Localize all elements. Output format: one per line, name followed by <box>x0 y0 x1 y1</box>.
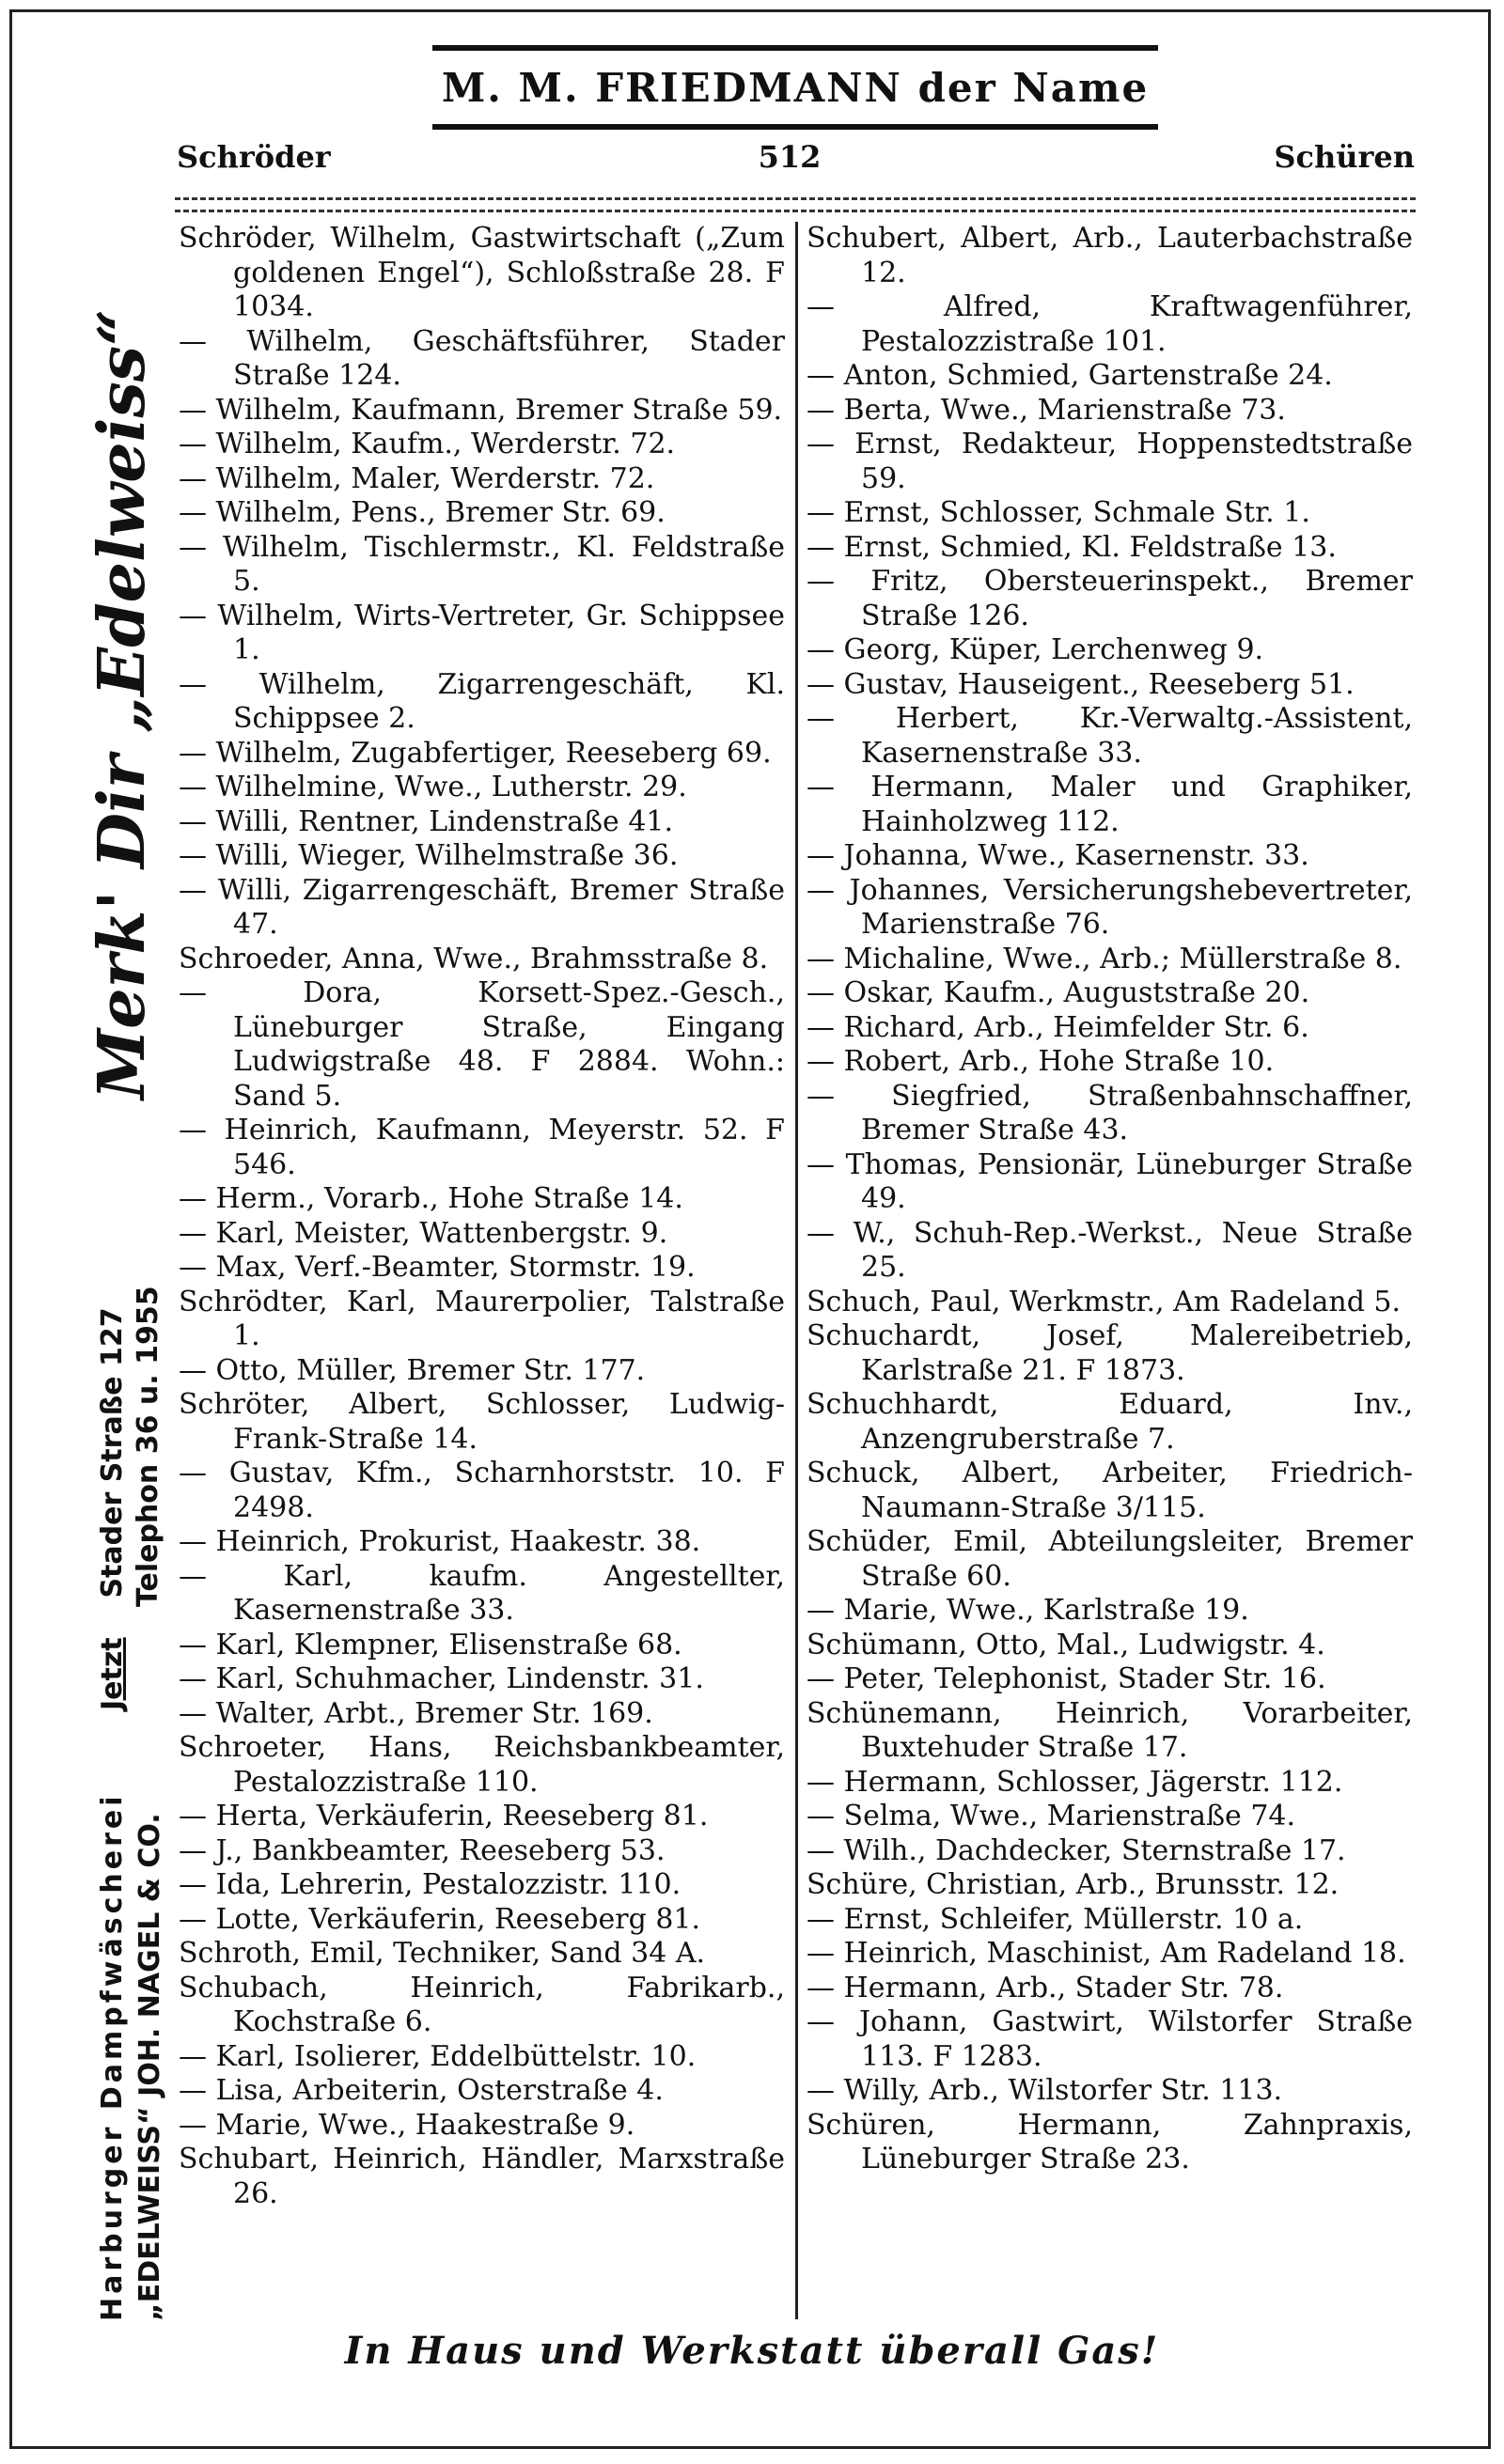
directory-entry: — Hermann, Arb., Stader Str. 78. <box>807 1971 1284 2004</box>
directory-entry: — Hermann, Maler und Graphiker, Hainholzweg 112. <box>807 771 1413 838</box>
directory-entry: Schüder, Emil, Abteilungsleiter, Bremer Straße 60. <box>807 1525 1413 1593</box>
directory-entry: Schrödter, Karl, Maurerpolier, Talstraße 1. <box>179 1285 785 1352</box>
directory-entry: — Lotte, Verkäuferin, Reeseberg 81. <box>179 1902 701 1936</box>
directory-entry: — Fritz, Obersteuerinspekt., Bremer Straße 126. <box>807 565 1413 632</box>
directory-entry: — Heinrich, Prokurist, Haakestr. 38. <box>179 1525 701 1558</box>
directory-entry: — Willi, Rentner, Lindenstraße 41. <box>179 804 674 838</box>
directory-entry: — Heinrich, Kaufmann, Meyerstr. 52. F 546. <box>179 1114 785 1181</box>
footer-slogan: In Haus und Werkstatt überall Gas! <box>344 2329 1160 2373</box>
sidebar-merk-slogan: Merk' Dir „Edelweiss“ <box>85 308 160 1099</box>
directory-entry: Schuck, Albert, Arbeiter, Friedrich-Naumann-Straße 3/115. <box>807 1457 1413 1524</box>
directory-entry: — Karl, Schuhmacher, Lindenstr. 31. <box>179 1662 704 1695</box>
advertising-banner <box>432 45 1158 130</box>
sidebar-company-name: Harburger Dampfwäscherei <box>96 1792 129 2321</box>
directory-entry: — Wilhelm, Kaufm., Werderstr. 72. <box>179 428 676 460</box>
left-column <box>179 222 785 2211</box>
sidebar-company-subtitle: „EDELWEISS“ JOH. NAGEL & CO. <box>133 1813 166 2321</box>
directory-entry: — Wilhelm, Zigarrengeschäft, Kl. Schippsee 2. <box>179 667 785 735</box>
directory-entry: — Karl, Meister, Wattenbergstr. 9. <box>179 1216 668 1250</box>
directory-entry: — Dora, Korsett-Spez.-Gesch., Lüneburger Straße, Eingang Ludwigstraße 48. F 2884. Wohn.: Sand 5. <box>179 976 785 1113</box>
directory-entry: — Hermann, Schlosser, Jägerstr. 112. <box>807 1765 1343 1799</box>
directory-entry: — Karl, kaufm. Angestellter, Kasernenstraße 33. <box>179 1559 785 1627</box>
directory-entry: Schröder, Wilhelm, Gastwirtschaft („Zum goldenen Engel“), Schloßstraße 28. F 1034. <box>179 222 785 323</box>
sidebar-address-block <box>96 1307 129 1710</box>
directory-entry: Schuch, Paul, Werkmstr., Am Radeland 5. <box>807 1285 1402 1318</box>
directory-entry: — Wilh., Dachdecker, Sternstraße 17. <box>807 1833 1346 1867</box>
directory-entry: — Herbert, Kr.-Verwaltg.-Assistent, Kasernenstraße 33. <box>807 702 1413 770</box>
directory-entry: — Marie, Wwe., Haakestraße 9. <box>179 2108 635 2142</box>
directory-entry: — Berta, Wwe., Marienstraße 73. <box>807 393 1286 427</box>
directory-entry: — Walter, Arbt., Bremer Str. 169. <box>179 1696 653 1730</box>
directory-entry: — Herm., Vorarb., Hohe Straße 14. <box>179 1182 683 1215</box>
directory-entry: — Karl, Isolierer, Eddelbüttelstr. 10. <box>179 2039 697 2073</box>
directory-entry: Schuchardt, Josef, Malereibetrieb, Karlstraße 21. F 1873. <box>807 1319 1413 1387</box>
directory-entry: — Johannes, Versicherungshebevertreter, Marienstraße 76. <box>807 873 1413 941</box>
directory-entry: Schünemann, Heinrich, Vorarbeiter, Buxtehuder Straße 17. <box>807 1696 1413 1764</box>
directory-entry: — Richard, Arb., Heimfelder Str. 6. <box>807 1010 1309 1044</box>
directory-entry: — Selma, Wwe., Marienstraße 74. <box>807 1800 1296 1832</box>
directory-entry: — Alfred, Kraftwagenführer, Pestalozzistraße 101. <box>807 290 1413 358</box>
directory-entry: — Heinrich, Maschinist, Am Radeland 18. <box>807 1937 1406 1970</box>
directory-entry: — Willy, Arb., Wilstorfer Str. 113. <box>807 2074 1283 2107</box>
directory-entry: — Peter, Telephonist, Stader Str. 16. <box>807 1662 1326 1695</box>
directory-entry: — J., Bankbeamter, Reeseberg 53. <box>179 1833 666 1867</box>
directory-entry: — Wilhelm, Geschäftsführer, Stader Straße 124. <box>179 324 785 392</box>
directory-entry: Schroeder, Anna, Wwe., Brahmsstraße 8. <box>179 942 769 975</box>
directory-entry: — Georg, Küper, Lerchenweg 9. <box>807 633 1264 666</box>
sidebar-advertisement <box>66 235 169 2321</box>
header-last-name: Schüren <box>1274 139 1415 175</box>
directory-entry: — Michaline, Wwe., Arb.; Müllerstraße 8. <box>807 942 1402 975</box>
right-column <box>807 222 1413 2177</box>
directory-entry: — Marie, Wwe., Karlstraße 19. <box>807 1594 1249 1627</box>
directory-entry: Schubert, Albert, Arb., Lauterbachstraße 12. <box>807 222 1413 289</box>
directory-entry: — Ernst, Redakteur, Hoppenstedtstraße 59. <box>807 428 1413 495</box>
header-first-name: Schröder <box>177 139 331 175</box>
banner-text: M. M. FRIEDMANN der Name <box>441 64 1150 111</box>
sidebar-address: Stader Straße 127 <box>96 1307 129 1598</box>
directory-entry: — W., Schuh-Rep.-Werkst., Neue Straße 25. <box>807 1216 1413 1284</box>
directory-entry: — Siegfried, Straßenbahnschaffner, Bremer Straße 43. <box>807 1079 1413 1146</box>
column-divider <box>795 222 798 2319</box>
directory-entry: — Lisa, Arbeiterin, Osterstraße 4. <box>179 2074 664 2107</box>
directory-entry: Schroeter, Hans, Reichsbankbeamter, Pestalozzistraße 110. <box>179 1731 785 1799</box>
directory-entry: — Wilhelm, Zugabfertiger, Reeseberg 69. <box>179 736 772 770</box>
directory-entry: — Johanna, Wwe., Kasernenstr. 33. <box>807 839 1309 872</box>
directory-entry: — Oskar, Kaufm., Auguststraße 20. <box>807 976 1310 1009</box>
directory-entry: Schümann, Otto, Mal., Ludwigstr. 4. <box>807 1628 1325 1661</box>
directory-entry: Schüre, Christian, Arb., Brunsstr. 12. <box>807 1868 1340 1901</box>
directory-entry: — Johann, Gastwirt, Wilstorfer Straße 113. F 1283. <box>807 2005 1413 2073</box>
header-rule <box>175 197 1416 212</box>
directory-entry: — Ernst, Schmied, Kl. Feldstraße 13. <box>807 530 1337 564</box>
directory-entry: — Thomas, Pensionär, Lüneburger Straße 49. <box>807 1147 1413 1215</box>
directory-entry: — Ernst, Schleifer, Müllerstr. 10 a. <box>807 1902 1304 1936</box>
directory-entry: — Willi, Zigarrengeschäft, Bremer Straße 47. <box>179 873 785 941</box>
sidebar-phone: Telephon 36 u. 1955 <box>132 1286 164 1607</box>
directory-entry: — Otto, Müller, Bremer Str. 177. <box>179 1353 646 1387</box>
directory-entry: — Wilhelm, Wirts-Vertreter, Gr. Schippsee 1. <box>179 599 785 666</box>
directory-entry: — Wilhelm, Tischlermstr., Kl. Feldstraße 5. <box>179 530 785 598</box>
directory-entry: — Max, Verf.-Beamter, Stormstr. 19. <box>179 1251 696 1284</box>
directory-entry: Schroth, Emil, Techniker, Sand 34 A. <box>179 1937 706 1970</box>
directory-entry: — Ida, Lehrerin, Pestalozzistr. 110. <box>179 1868 682 1901</box>
page-number: 512 <box>758 139 822 175</box>
directory-entry: — Wilhelmine, Wwe., Lutherstr. 29. <box>179 771 687 803</box>
directory-entry: — Karl, Klempner, Elisenstraße 68. <box>179 1628 682 1661</box>
sidebar-jetzt: Jetzt <box>96 1637 129 1710</box>
directory-entry: Schuchhardt, Eduard, Inv., Anzengruberstraße 7. <box>807 1388 1413 1456</box>
directory-entry: Schröter, Albert, Schlosser, Ludwig-Frank-Straße 14. <box>179 1388 785 1456</box>
directory-entry: — Robert, Arb., Hohe Straße 10. <box>807 1045 1275 1078</box>
directory-entry: — Gustav, Kfm., Scharnhorststr. 10. F 2498. <box>179 1457 785 1524</box>
directory-entry: — Herta, Verkäuferin, Reeseberg 81. <box>179 1800 709 1832</box>
directory-entry: Schubart, Heinrich, Händler, Marxstraße 26. <box>179 2143 785 2210</box>
directory-entry: Schubach, Heinrich, Fabrikarb., Kochstraße 6. <box>179 1971 785 2038</box>
directory-entry: — Wilhelm, Pens., Bremer Str. 69. <box>179 496 666 529</box>
directory-entry: — Gustav, Hauseigent., Reeseberg 51. <box>807 667 1355 701</box>
directory-entry: — Ernst, Schlosser, Schmale Str. 1. <box>807 496 1310 529</box>
directory-entry: — Willi, Wieger, Wilhelmstraße 36. <box>179 839 679 872</box>
directory-entry: — Anton, Schmied, Gartenstraße 24. <box>807 359 1333 392</box>
directory-entry: Schüren, Hermann, Zahnpraxis, Lüneburger Straße 23. <box>807 2108 1413 2175</box>
directory-entry: — Wilhelm, Kaufmann, Bremer Straße 59. <box>179 393 783 427</box>
directory-entry: — Wilhelm, Maler, Werderstr. 72. <box>179 461 655 495</box>
